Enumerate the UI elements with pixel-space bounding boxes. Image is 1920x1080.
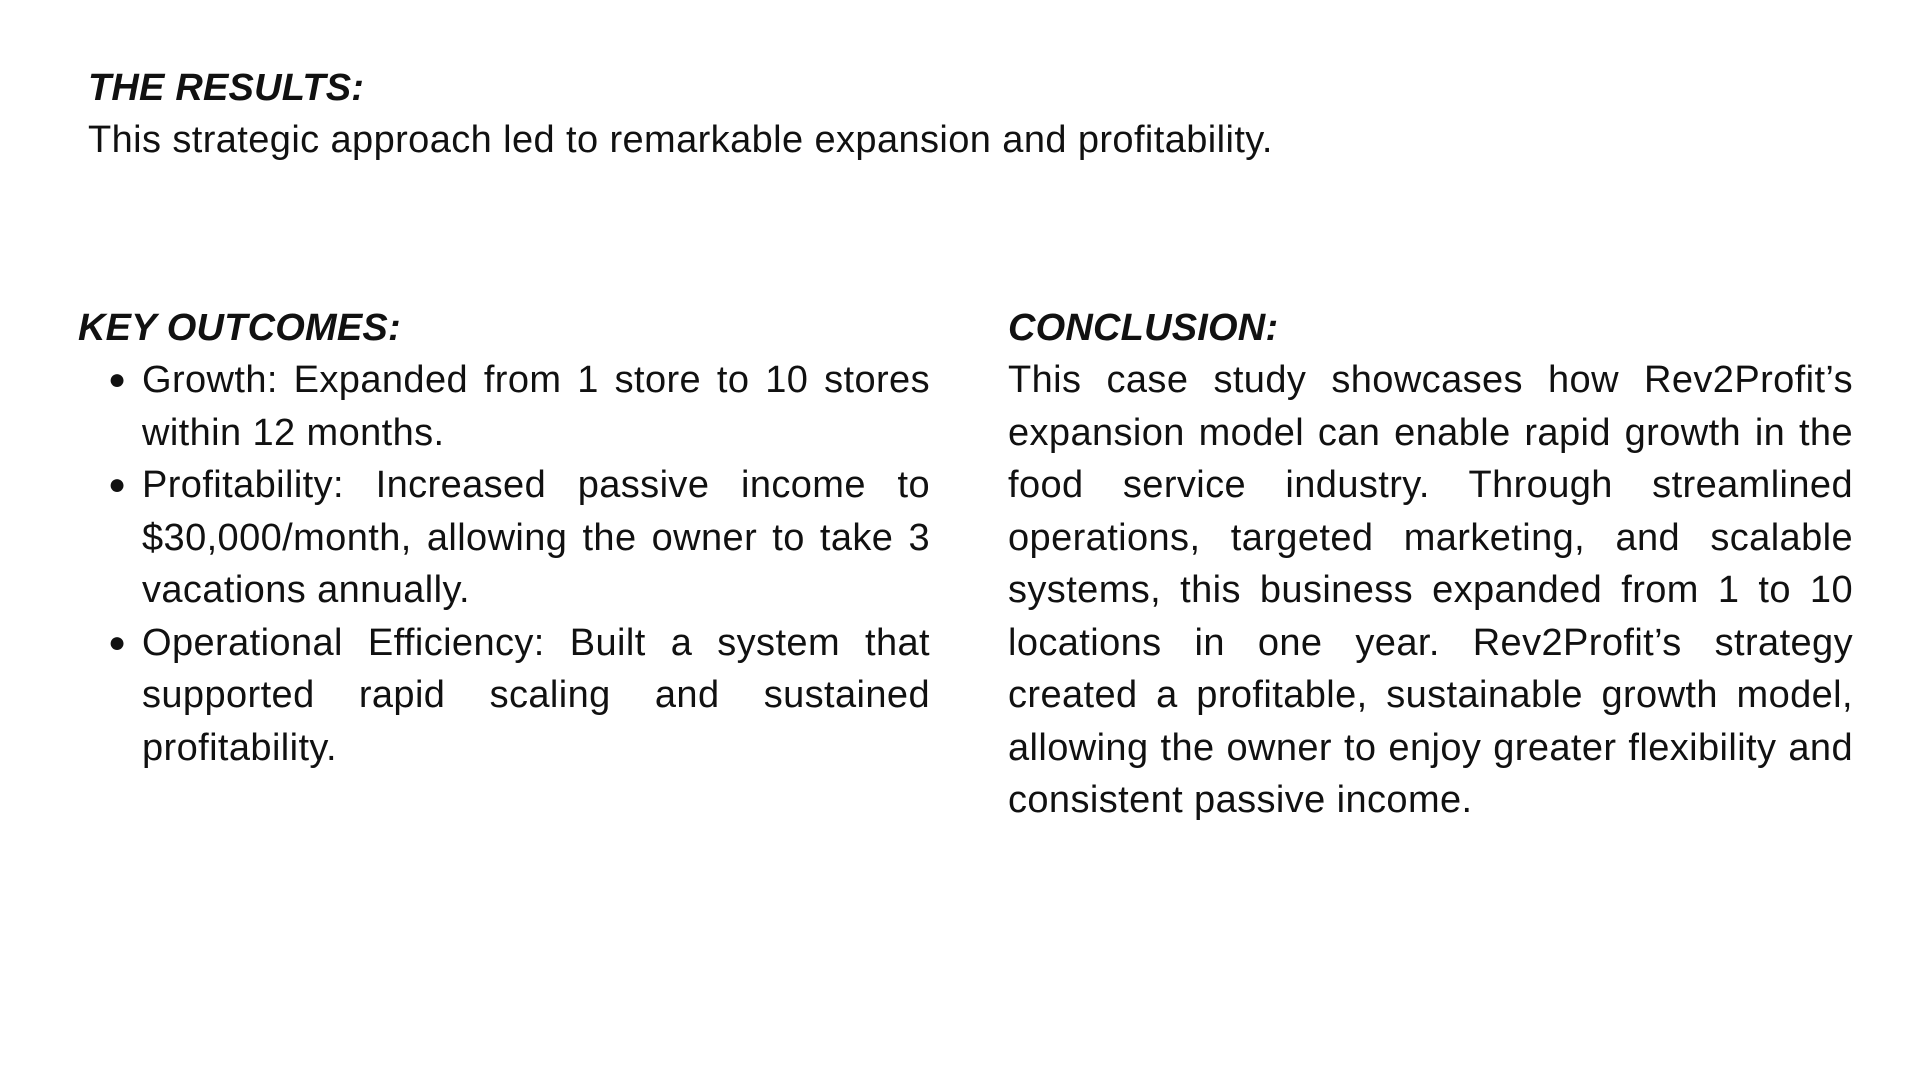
outcome-text: Growth: Expanded from 1 store to 10 stores within 12 months. [142,359,930,454]
key-outcomes-heading: KEY OUTCOMES: [78,307,401,349]
list-item [108,617,930,775]
list-item [108,459,930,617]
results-intro: This strategic approach led to remarkable expansion and profitability. [88,119,1273,161]
outcome-text: Profitability: Increased passive income to $30,000/month, allowing the owner to take 3 vacations annually. [142,464,930,611]
outcome-text: Operational Efficiency: Built a system that supported rapid scaling and sustained profitability. [142,621,930,769]
results-section [88,62,1588,166]
results-heading: THE RESULTS: [88,67,365,109]
key-outcomes-section [78,302,930,774]
key-outcomes-list [78,354,930,774]
list-item [108,354,930,459]
bullet-icon: ● [108,625,127,659]
bullet-icon: ● [108,363,127,396]
conclusion-body: This case study showcases how Rev2Profit’s expansion model can enable rapid growth in the food service industry. Through streamlined operations, targeted marketing, and scalable systems, this business expanded from 1 to 10 locations in one year. Rev2Profit’s strategy created a profitable, sustainable growth model, allowing the owner to enjoy greater flexibility and consistent passive income. [1008,359,1853,821]
bullet-icon: ● [108,468,127,501]
conclusion-heading: CONCLUSION: [1008,307,1279,349]
conclusion-section [1008,302,1853,827]
